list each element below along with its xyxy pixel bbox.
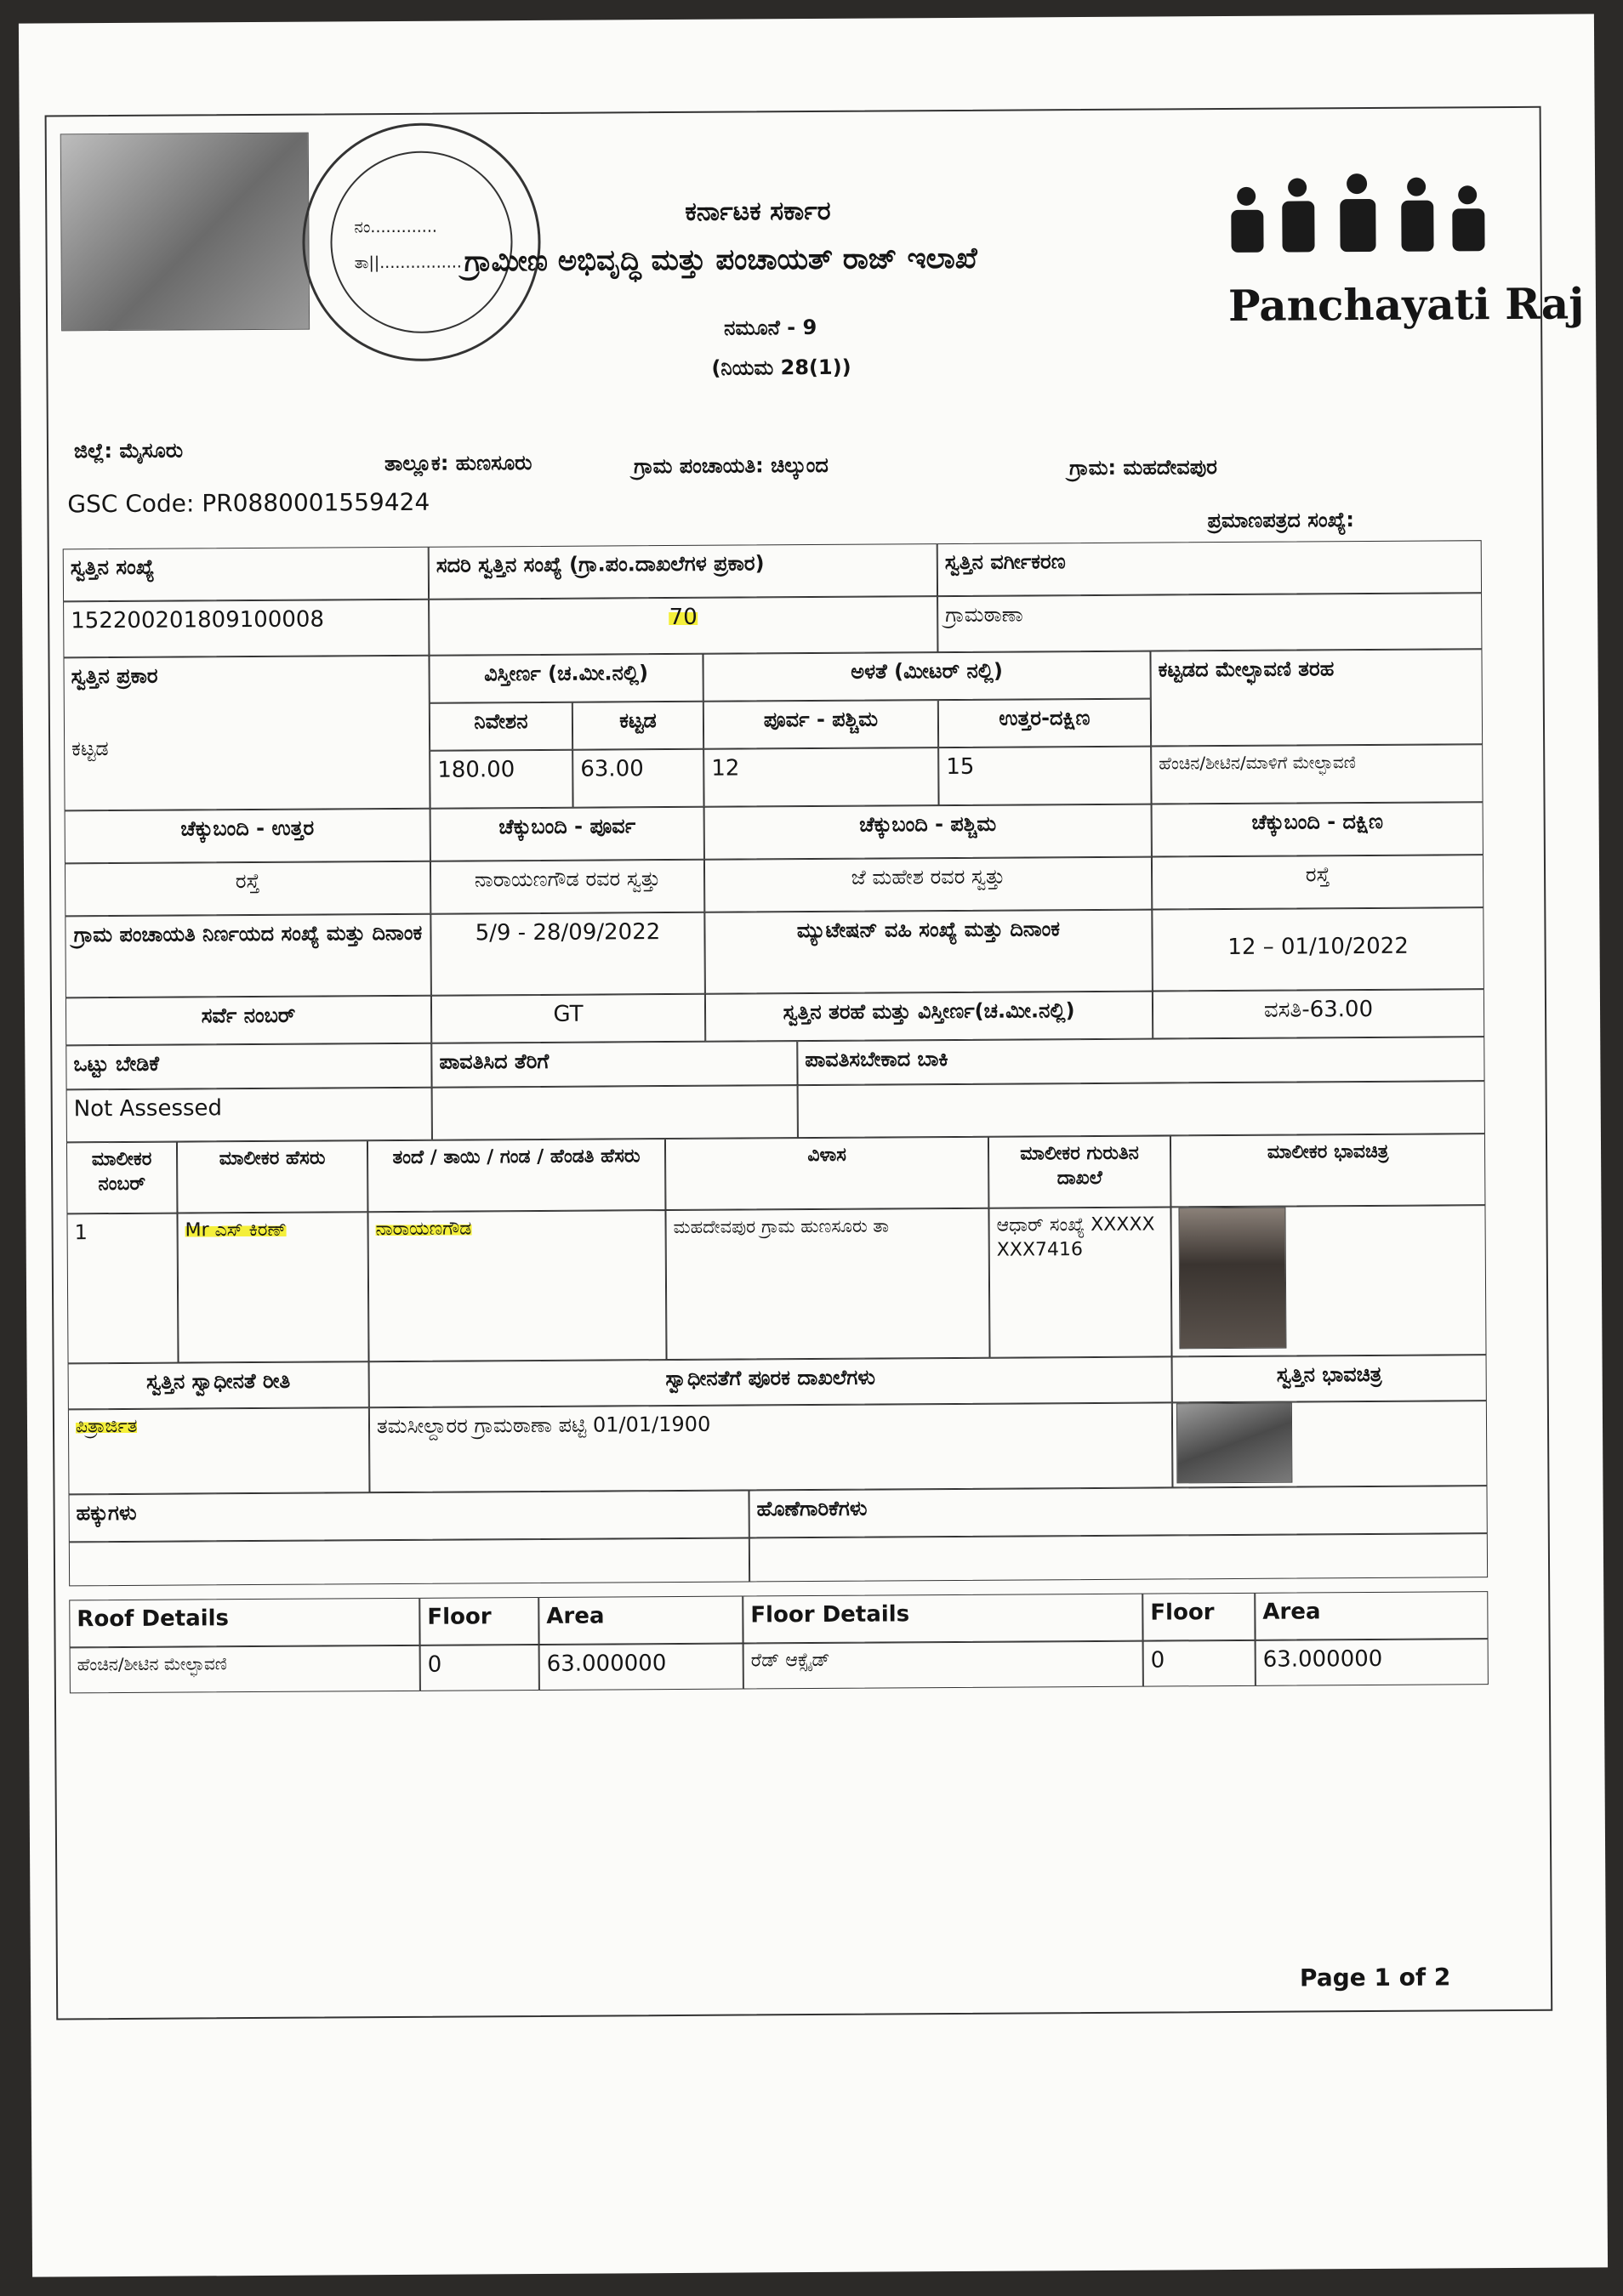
boundary-north-value: ರಸ್ತೆ	[65, 861, 430, 917]
gram-panchayat: ಗ್ರಾಮ ಪಂಚಾಯತಿ: ಚಿಲ್ಕುಂದ	[634, 452, 829, 479]
property-class-label: ಸ್ವತ್ತಿನ ವರ್ಗೀಕರಣ	[937, 540, 1482, 596]
east-west-value: 12	[703, 747, 938, 807]
mutation-value: 12 – 01/10/2022	[1152, 907, 1484, 991]
boundary-south-value: ರಸ್ತೆ	[1152, 855, 1483, 909]
property-photo-cell	[1172, 1401, 1488, 1487]
ownership-docs-label: ಸ್ವಾಧೀನತೆಗೆ ಪೂರಕ ದಾಖಲೆಗಳು	[369, 1356, 1172, 1407]
owner-photo-header: ಮಾಲೀಕರ ಭಾವಚಿತ್ರ	[1170, 1134, 1486, 1207]
area-label: ವಿಸ್ತೀರ್ಣ (ಚ.ಮೀ.ನಲ್ಲಿ)	[429, 654, 703, 703]
certificate-number-label: ಪ್ರಮಾಣಪತ್ರದ ಸಂಖ್ಯೆ:	[1207, 508, 1355, 533]
building-area-value: 63.00	[572, 749, 703, 808]
ownership-mode-label: ಸ್ವತ್ತಿನ ಸ್ವಾಧೀನತೆ ರೀತಿ	[68, 1361, 369, 1409]
property-photo-label: ಸ್ವತ್ತಿನ ಭಾವಚಿತ್ರ	[1172, 1355, 1487, 1402]
panchayat-seal-icon	[302, 122, 542, 362]
boundary-north-label: ಚೆಕ್ಕುಬಂದಿ - ಉತ್ತರ	[65, 809, 430, 864]
seal-taluk: ತಾ||................	[354, 253, 462, 273]
floor-floor-value: 0	[1143, 1640, 1256, 1687]
property-type-value: ಕಟ್ಟಡ	[71, 736, 109, 761]
owner-address-value: ಮಹದೇವಪುರ ಗ್ರಾಮ ಹುಣಸೂರು ತಾ	[665, 1208, 989, 1360]
form-number: ನಮೂನೆ - 9	[724, 315, 817, 340]
floor-details-value: ರೆಡ್ ಆಕ್ಸೈಡ್	[743, 1641, 1143, 1690]
roof-details-label: Roof Details	[69, 1598, 419, 1648]
north-south-label: ಉತ್ತರ-ದಕ್ಷಿಣ	[938, 699, 1151, 748]
panchayati-raj-logo-icon	[1221, 169, 1511, 264]
total-demand-label: ಒಟ್ಟು ಬೇಡಿಕೆ	[65, 1043, 431, 1090]
boundary-east-value: ನಾರಾಯಣಗೌಡ ರವರ ಸ್ವತ್ತು	[430, 860, 704, 914]
form-frame	[45, 106, 1585, 2020]
floor-area-label: Area	[1255, 1591, 1488, 1640]
village: ಗ್ರಾಮ: ಮಹದೇವಪುರ	[1069, 455, 1217, 480]
seal-number: ನಂ.............	[354, 217, 437, 237]
roof-area-value: 63.000000	[539, 1644, 743, 1691]
boundary-east-label: ಚೆಕ್ಕುಬಂದಿ - ಪೂರ್ವ	[430, 807, 704, 861]
boundary-west-label: ಚೆಕ್ಕುಬಂದಿ - ಪಶ್ಚಿಮ	[704, 804, 1152, 860]
site-area-value: 180.00	[430, 750, 572, 809]
tax-paid-label: ಪಾವತಿಸಿದ ತೆರಿಗೆ	[431, 1041, 797, 1088]
east-west-label: ಪೂರ್ವ - ಪಶ್ಚಿಮ	[703, 700, 938, 749]
roof-floor-value: 0	[420, 1645, 539, 1691]
owner-number-header: ಮಾಲೀಕರ ನಂಬರ್	[66, 1142, 178, 1214]
property-class-value: ಗ್ರಾಮಠಾಣಾ	[937, 593, 1482, 652]
resolution-value: 5/9 - 28/09/2022	[430, 912, 705, 996]
resolution-label: ಗ್ರಾಮ ಪಂಚಾಯತಿ ನಿರ್ಣಯದ ಸಂಖ್ಯೆ ಮತ್ತು ದಿನಾಂಕ	[65, 914, 431, 998]
total-demand-value: Not Assessed	[66, 1088, 432, 1143]
floor-details-label: Floor Details	[743, 1594, 1142, 1644]
owner-id-header: ಮಾಲೀಕರ ಗುರುತಿನ ದಾಖಲೆ	[988, 1135, 1171, 1208]
owner-name-header: ಮಾಲೀಕರ ಹೆಸರು	[177, 1140, 368, 1213]
sadari-property-value: 70	[429, 596, 937, 656]
gsc-code: GSC Code: PR0880001559424	[67, 487, 430, 519]
relative-name-header: ತಂದೆ / ತಾಯಿ / ಗಂಡ / ಹೆಂಡತಿ ಹೆಸರು	[367, 1139, 666, 1212]
site-area-label: ನಿವೇಶನ	[430, 702, 572, 751]
roof-type-label: ಕಟ್ಟಡದ ಮೇಲ್ಛಾವಣಿ ತರಹ	[1150, 649, 1483, 746]
owner-photo-cell	[1170, 1205, 1486, 1356]
owner-number-value: 1	[66, 1213, 178, 1364]
district: ಜಿಲ್ಲೆ: ಮೈಸೂರು	[73, 438, 184, 463]
tax-paid-value	[432, 1085, 798, 1140]
property-id-label: ಸ್ವತ್ತಿನ ಸಂಖ್ಯೆ	[63, 547, 429, 602]
roof-area-label: Area	[538, 1596, 743, 1645]
tax-due-value	[798, 1081, 1485, 1138]
roof-floor-label: Floor	[419, 1597, 538, 1645]
dimension-label: ಅಳತೆ (ಮೀಟರ್ ನಲ್ಲಿ)	[703, 651, 1150, 702]
taluk: ತಾಲ್ಲೂಕ: ಹುಣಸೂರು	[384, 451, 532, 476]
building-area-label: ಕಟ್ಟಡ	[572, 702, 703, 750]
ownership-docs-value: ತಮಸೀಲ್ದಾರರ ಗ್ರಾಮಠಾಣಾ ಪಟ್ಟಿ 01/01/1900	[369, 1402, 1173, 1492]
property-nature-value: ವಸತಿ-63.00	[1153, 989, 1484, 1038]
floor-area-value: 63.000000	[1256, 1639, 1489, 1686]
roof-details-value: ಹೆಂಚಿನ/ಶೀಟಿನ ಮೇಲ್ಛಾವಣಿ	[70, 1645, 420, 1694]
panchayati-raj-logo-text: Panchayati Raj	[1227, 278, 1585, 332]
karnataka-emblem-icon	[60, 133, 310, 332]
tax-due-label: ಪಾವತಿಸಬೇಕಾದ ಬಾಕಿ	[797, 1037, 1484, 1085]
property-type-label: ಸ್ವತ್ತಿನ ಪ್ರಕಾರ ಕಟ್ಟಡ	[63, 656, 430, 811]
property-id-value: 152200201809100008	[63, 600, 429, 658]
owner-name-value: Mr ಎಸ್ ಕಿರಣ್	[177, 1212, 368, 1362]
rights-value	[69, 1537, 749, 1586]
ownership-mode-value: ಪಿತ್ರಾರ್ಜಿತ	[68, 1407, 370, 1494]
liabilities-value	[749, 1533, 1488, 1582]
page-number: Page 1 of 2	[1299, 1963, 1451, 1992]
sadari-property-label: ಸದರಿ ಸ್ವತ್ತಿನ ಸಂಖ್ಯೆ (ಗ್ರಾ.ಪಂ.ದಾಖಲೆಗಳ ಪ್ರಕಾರ)	[429, 543, 937, 600]
owner-id-value: ಆಧಾರ್ ಸಂಖ್ಯೆ XXXXXXXX7416	[988, 1207, 1171, 1357]
owner-photo	[1178, 1208, 1286, 1350]
department-title: ಗ್ರಾಮೀಣ ಅಭಿವೃದ್ಧಿ ಮತ್ತು ಪಂಚಾಯತ್ ರಾಜ್ ಇಲಾಖೆ	[464, 241, 977, 279]
boundary-south-label: ಚೆಕ್ಕುಬಂದಿ - ದಕ್ಷಿಣ	[1152, 802, 1483, 856]
rule-reference: (ನಿಯಮ 28(1))	[711, 355, 851, 380]
mutation-label: ಮ್ಯುಟೇಷನ್ ವಹಿ ಸಂಖ್ಯೆ ಮತ್ತು ದಿನಾಂಕ	[704, 910, 1153, 994]
property-photo	[1176, 1403, 1293, 1484]
liabilities-label: ಹೊಣೆಗಾರಿಕೆಗಳು	[749, 1486, 1487, 1537]
document-sheet	[19, 14, 1608, 2276]
govt-title: ಕರ್ನಾಟಕ ಸರ್ಕಾರ	[685, 196, 831, 227]
rights-label: ಹಕ್ಕುಗಳು	[68, 1490, 749, 1542]
roof-type-value: ಹೆಂಚಿನ/ಶೀಟಿನ/ಮಾಳಿಗೆ ಮೇಲ್ಛಾವಣಿ	[1151, 744, 1483, 804]
survey-number-label: ಸರ್ವೆ ನಂಬರ್	[65, 996, 431, 1046]
floor-floor-label: Floor	[1142, 1593, 1255, 1641]
survey-number-value: GT	[431, 994, 705, 1043]
relative-name-value: ನಾರಾಯಣಗೌಡ	[367, 1210, 666, 1361]
address-header: ವಿಳಾಸ	[665, 1137, 989, 1210]
north-south-value: 15	[938, 747, 1151, 806]
boundary-west-value: ಜೆ ಮಹೇಶ ರವರ ಸ್ವತ್ತು	[704, 857, 1152, 912]
property-nature-label: ಸ್ವತ್ತಿನ ತರಹೆ ಮತ್ತು ವಿಸ್ತೀರ್ಣ(ಚ.ಮೀ.ನಲ್ಲಿ)	[705, 992, 1153, 1042]
